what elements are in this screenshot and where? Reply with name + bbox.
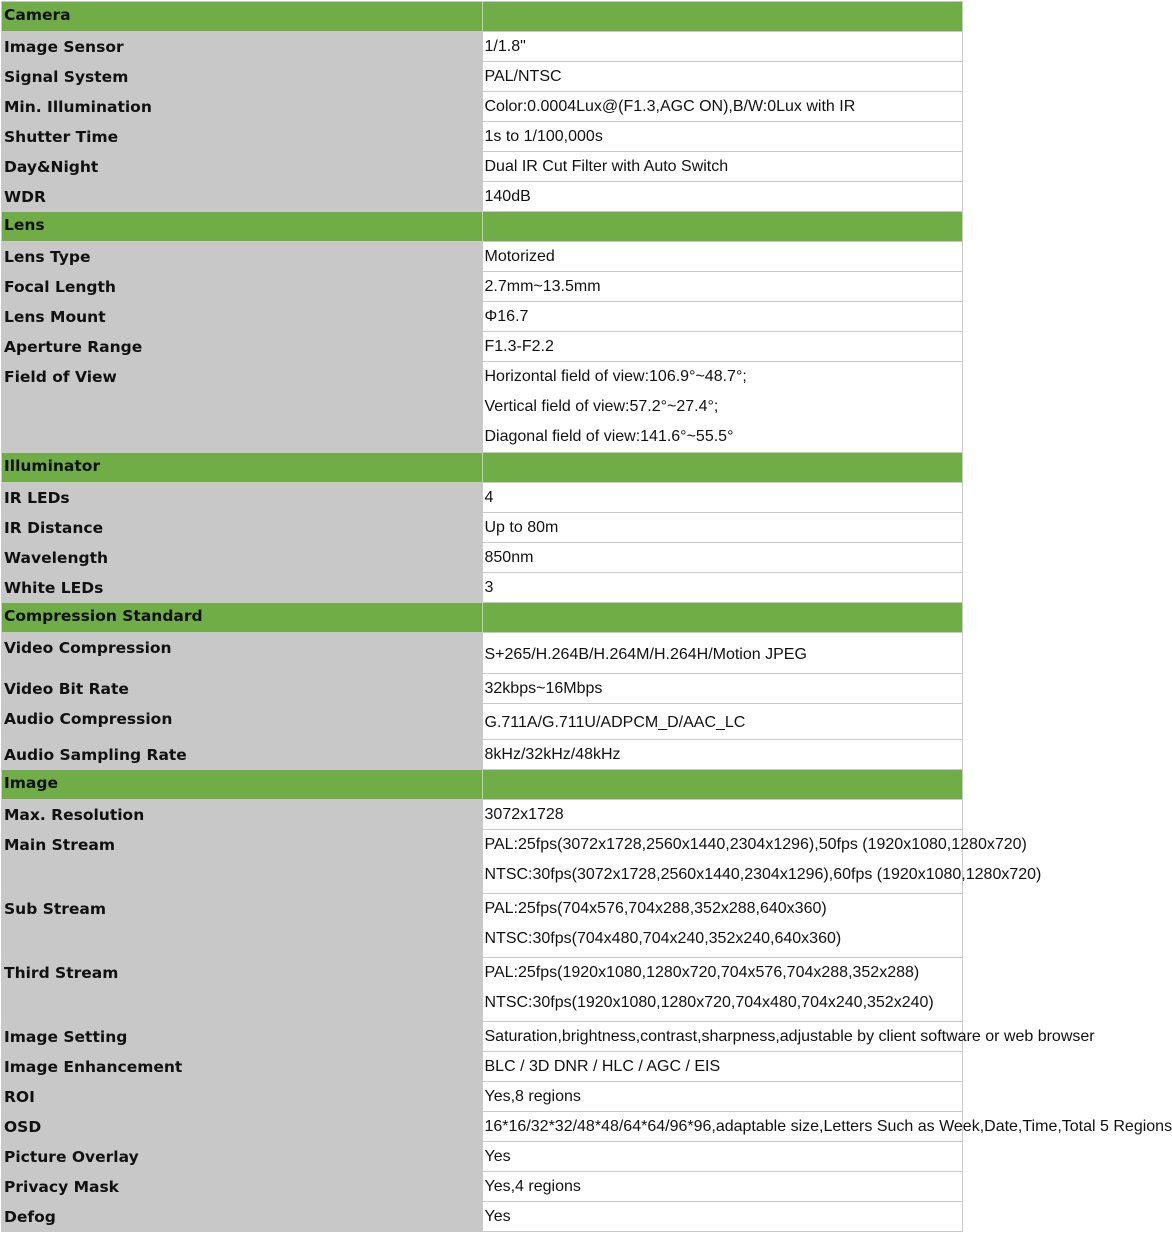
spec-value-line: NTSC:30fps(1920x1080,1280x720,704x480,704x240,352x240) — [484, 994, 934, 1011]
spec-value — [482, 1082, 963, 1112]
spec-value-line: Saturation,brightness,contrast,sharpness,adjustable by client software or web browser — [484, 1028, 1095, 1045]
spec-label: IR LEDs — [2, 483, 483, 513]
spec-value-line: 3 — [484, 579, 494, 596]
spec-value-line: NTSC:30fps(704x480,704x240,352x240,640x360) — [484, 930, 842, 947]
spec-label: Picture Overlay — [2, 1142, 483, 1172]
spec-value-line: 140dB — [484, 188, 531, 205]
spec-row — [2, 513, 963, 543]
spec-value-line: Vertical field of view:57.2°~27.4°; — [484, 398, 719, 415]
spec-value — [482, 1052, 963, 1082]
spec-value — [482, 633, 963, 674]
section-title: Image — [2, 770, 483, 800]
spec-value — [482, 513, 963, 543]
spec-row — [2, 182, 963, 212]
spec-value-line: PAL/NTSC — [484, 68, 562, 85]
spec-label: Third Stream — [2, 958, 483, 1022]
spec-row — [2, 958, 963, 1022]
spec-value — [482, 362, 963, 453]
spec-value-line: Diagonal field of view:141.6°~55.5° — [484, 428, 734, 445]
spec-value — [482, 242, 963, 272]
spec-value-line: 850nm — [484, 549, 534, 566]
spec-label: Wavelength — [2, 543, 483, 573]
spec-label: Min. Illumination — [2, 92, 483, 122]
spec-row — [2, 332, 963, 362]
section-title: Illuminator — [2, 453, 483, 483]
spec-value — [482, 32, 963, 62]
spec-label: OSD — [2, 1112, 483, 1142]
spec-label: Aperture Range — [2, 332, 483, 362]
spec-label: Defog — [2, 1202, 483, 1232]
spec-value — [482, 1142, 963, 1172]
spec-value — [482, 958, 963, 1022]
spec-row — [2, 1142, 963, 1172]
spec-value-line: Φ16.7 — [484, 308, 529, 325]
spec-value — [482, 182, 963, 212]
spec-value — [482, 543, 963, 573]
spec-value — [482, 483, 963, 513]
spec-row — [2, 122, 963, 152]
section-header-row — [2, 603, 963, 633]
section-header-fill — [482, 2, 963, 32]
spec-label: Lens Mount — [2, 302, 483, 332]
spec-label: Video Bit Rate — [2, 674, 483, 704]
spec-value-line: Up to 80m — [484, 519, 559, 536]
spec-value-line: Yes,4 regions — [484, 1178, 581, 1195]
spec-label: Day&Night — [2, 152, 483, 182]
spec-value-line: 3072x1728 — [484, 806, 564, 823]
spec-row — [2, 272, 963, 302]
section-title: Lens — [2, 212, 483, 242]
spec-row — [2, 152, 963, 182]
spec-row — [2, 633, 963, 674]
spec-value — [482, 1172, 963, 1202]
spec-value — [482, 1022, 1095, 1052]
spec-value — [482, 704, 963, 740]
spec-value-line: 1/1.8" — [484, 38, 526, 55]
spec-row — [2, 573, 963, 603]
spec-value-line: Motorized — [484, 248, 555, 265]
spec-value-line: 8kHz/32kHz/48kHz — [484, 746, 621, 763]
spec-label: Focal Length — [2, 272, 483, 302]
spec-row — [2, 242, 963, 272]
spec-row — [2, 1112, 963, 1142]
spec-value-line: BLC / 3D DNR / HLC / AGC / EIS — [484, 1058, 721, 1075]
spec-value — [482, 674, 963, 704]
spec-row — [2, 830, 963, 894]
spec-label: ROI — [2, 1082, 483, 1112]
spec-label: Video Compression — [2, 633, 483, 674]
section-header-fill — [482, 770, 963, 800]
spec-row — [2, 1202, 963, 1232]
spec-label: Image Sensor — [2, 32, 483, 62]
section-title: Camera — [2, 2, 483, 32]
spec-row — [2, 674, 963, 704]
spec-value-line: Yes,8 regions — [484, 1088, 581, 1105]
spec-value — [482, 272, 963, 302]
spec-value — [482, 152, 963, 182]
spec-row — [2, 92, 963, 122]
section-header-fill — [482, 212, 963, 242]
spec-table-body — [2, 2, 1172, 1232]
spec-row — [2, 740, 963, 770]
section-header-fill — [482, 453, 963, 483]
spec-label: Signal System — [2, 62, 483, 92]
spec-label: White LEDs — [2, 573, 483, 603]
spec-value-line: PAL:25fps(3072x1728,2560x1440,2304x1296),50fps (1920x1080,1280x720) — [484, 836, 1027, 853]
spec-value-line: 16*16/32*32/48*48/64*64/96*96,adaptable size,Letters Such as Week,Date,Time,Total 5 Regions — [484, 1118, 1172, 1135]
spec-value — [482, 830, 1042, 894]
spec-row — [2, 1022, 963, 1052]
spec-label: Audio Sampling Rate — [2, 740, 483, 770]
spec-row — [2, 704, 963, 740]
spec-label: Field of View — [2, 362, 483, 453]
spec-value-line: PAL:25fps(704x576,704x288,352x288,640x360) — [484, 900, 827, 917]
spec-value — [482, 740, 963, 770]
section-header-row — [2, 770, 963, 800]
spec-row — [2, 1082, 963, 1112]
spec-value — [482, 1112, 1172, 1142]
spec-value-line: Yes — [484, 1208, 511, 1225]
spec-label: Audio Compression — [2, 704, 483, 740]
spec-value-line: 4 — [484, 489, 494, 506]
spec-value — [482, 92, 963, 122]
spec-label: Image Enhancement — [2, 1052, 483, 1082]
spec-row — [2, 483, 963, 513]
spec-value — [482, 573, 963, 603]
spec-label: Privacy Mask — [2, 1172, 483, 1202]
section-header-fill — [482, 603, 963, 633]
spec-value-line: Yes — [484, 1148, 511, 1165]
spec-value-line: 1s to 1/100,000s — [484, 128, 603, 145]
section-header-row — [2, 212, 963, 242]
spec-value-line: 2.7mm~13.5mm — [484, 278, 601, 295]
spec-label: Main Stream — [2, 830, 483, 894]
spec-label: Image Setting — [2, 1022, 483, 1052]
spec-value — [482, 1202, 963, 1232]
spec-value-line: Color:0.0004Lux@(F1.3,AGC ON),B/W:0Lux with IR — [484, 98, 856, 115]
spec-row — [2, 1052, 963, 1082]
spec-value-line: PAL:25fps(1920x1080,1280x720,704x576,704x288,352x288) — [484, 964, 920, 981]
spec-value-line: NTSC:30fps(3072x1728,2560x1440,2304x1296),60fps (1920x1080,1280x720) — [484, 866, 1042, 883]
section-title: Compression Standard — [2, 603, 483, 633]
spec-row — [2, 62, 963, 92]
spec-row — [2, 1172, 963, 1202]
spec-label: Shutter Time — [2, 122, 483, 152]
spec-value-line: Dual IR Cut Filter with Auto Switch — [484, 158, 729, 175]
spec-value — [482, 302, 963, 332]
spec-value — [482, 332, 963, 362]
spec-value — [482, 894, 963, 958]
spec-value-line: F1.3-F2.2 — [484, 338, 554, 355]
spec-value — [482, 122, 963, 152]
spec-value-line: S+265/H.264B/H.264M/H.264H/Motion JPEG — [484, 645, 807, 663]
spec-value-line: G.711A/G.711U/ADPCM_D/AAC_LC — [484, 714, 746, 731]
spec-label: WDR — [2, 182, 483, 212]
spec-value — [482, 62, 963, 92]
section-header-row — [2, 453, 963, 483]
spec-row — [2, 543, 963, 573]
spec-value-line: Horizontal field of view:106.9°~48.7°; — [484, 368, 747, 385]
spec-row — [2, 32, 963, 62]
spec-row — [2, 800, 963, 830]
spec-label: Sub Stream — [2, 894, 483, 958]
spec-value — [482, 800, 963, 830]
section-header-row — [2, 2, 963, 32]
spec-label: Max. Resolution — [2, 800, 483, 830]
spec-label: IR Distance — [2, 513, 483, 543]
spec-table — [1, 1, 1172, 1232]
spec-label: Lens Type — [2, 242, 483, 272]
spec-row — [2, 894, 963, 958]
spec-row — [2, 302, 963, 332]
spec-value-line: 32kbps~16Mbps — [484, 680, 603, 697]
spec-row — [2, 362, 963, 453]
